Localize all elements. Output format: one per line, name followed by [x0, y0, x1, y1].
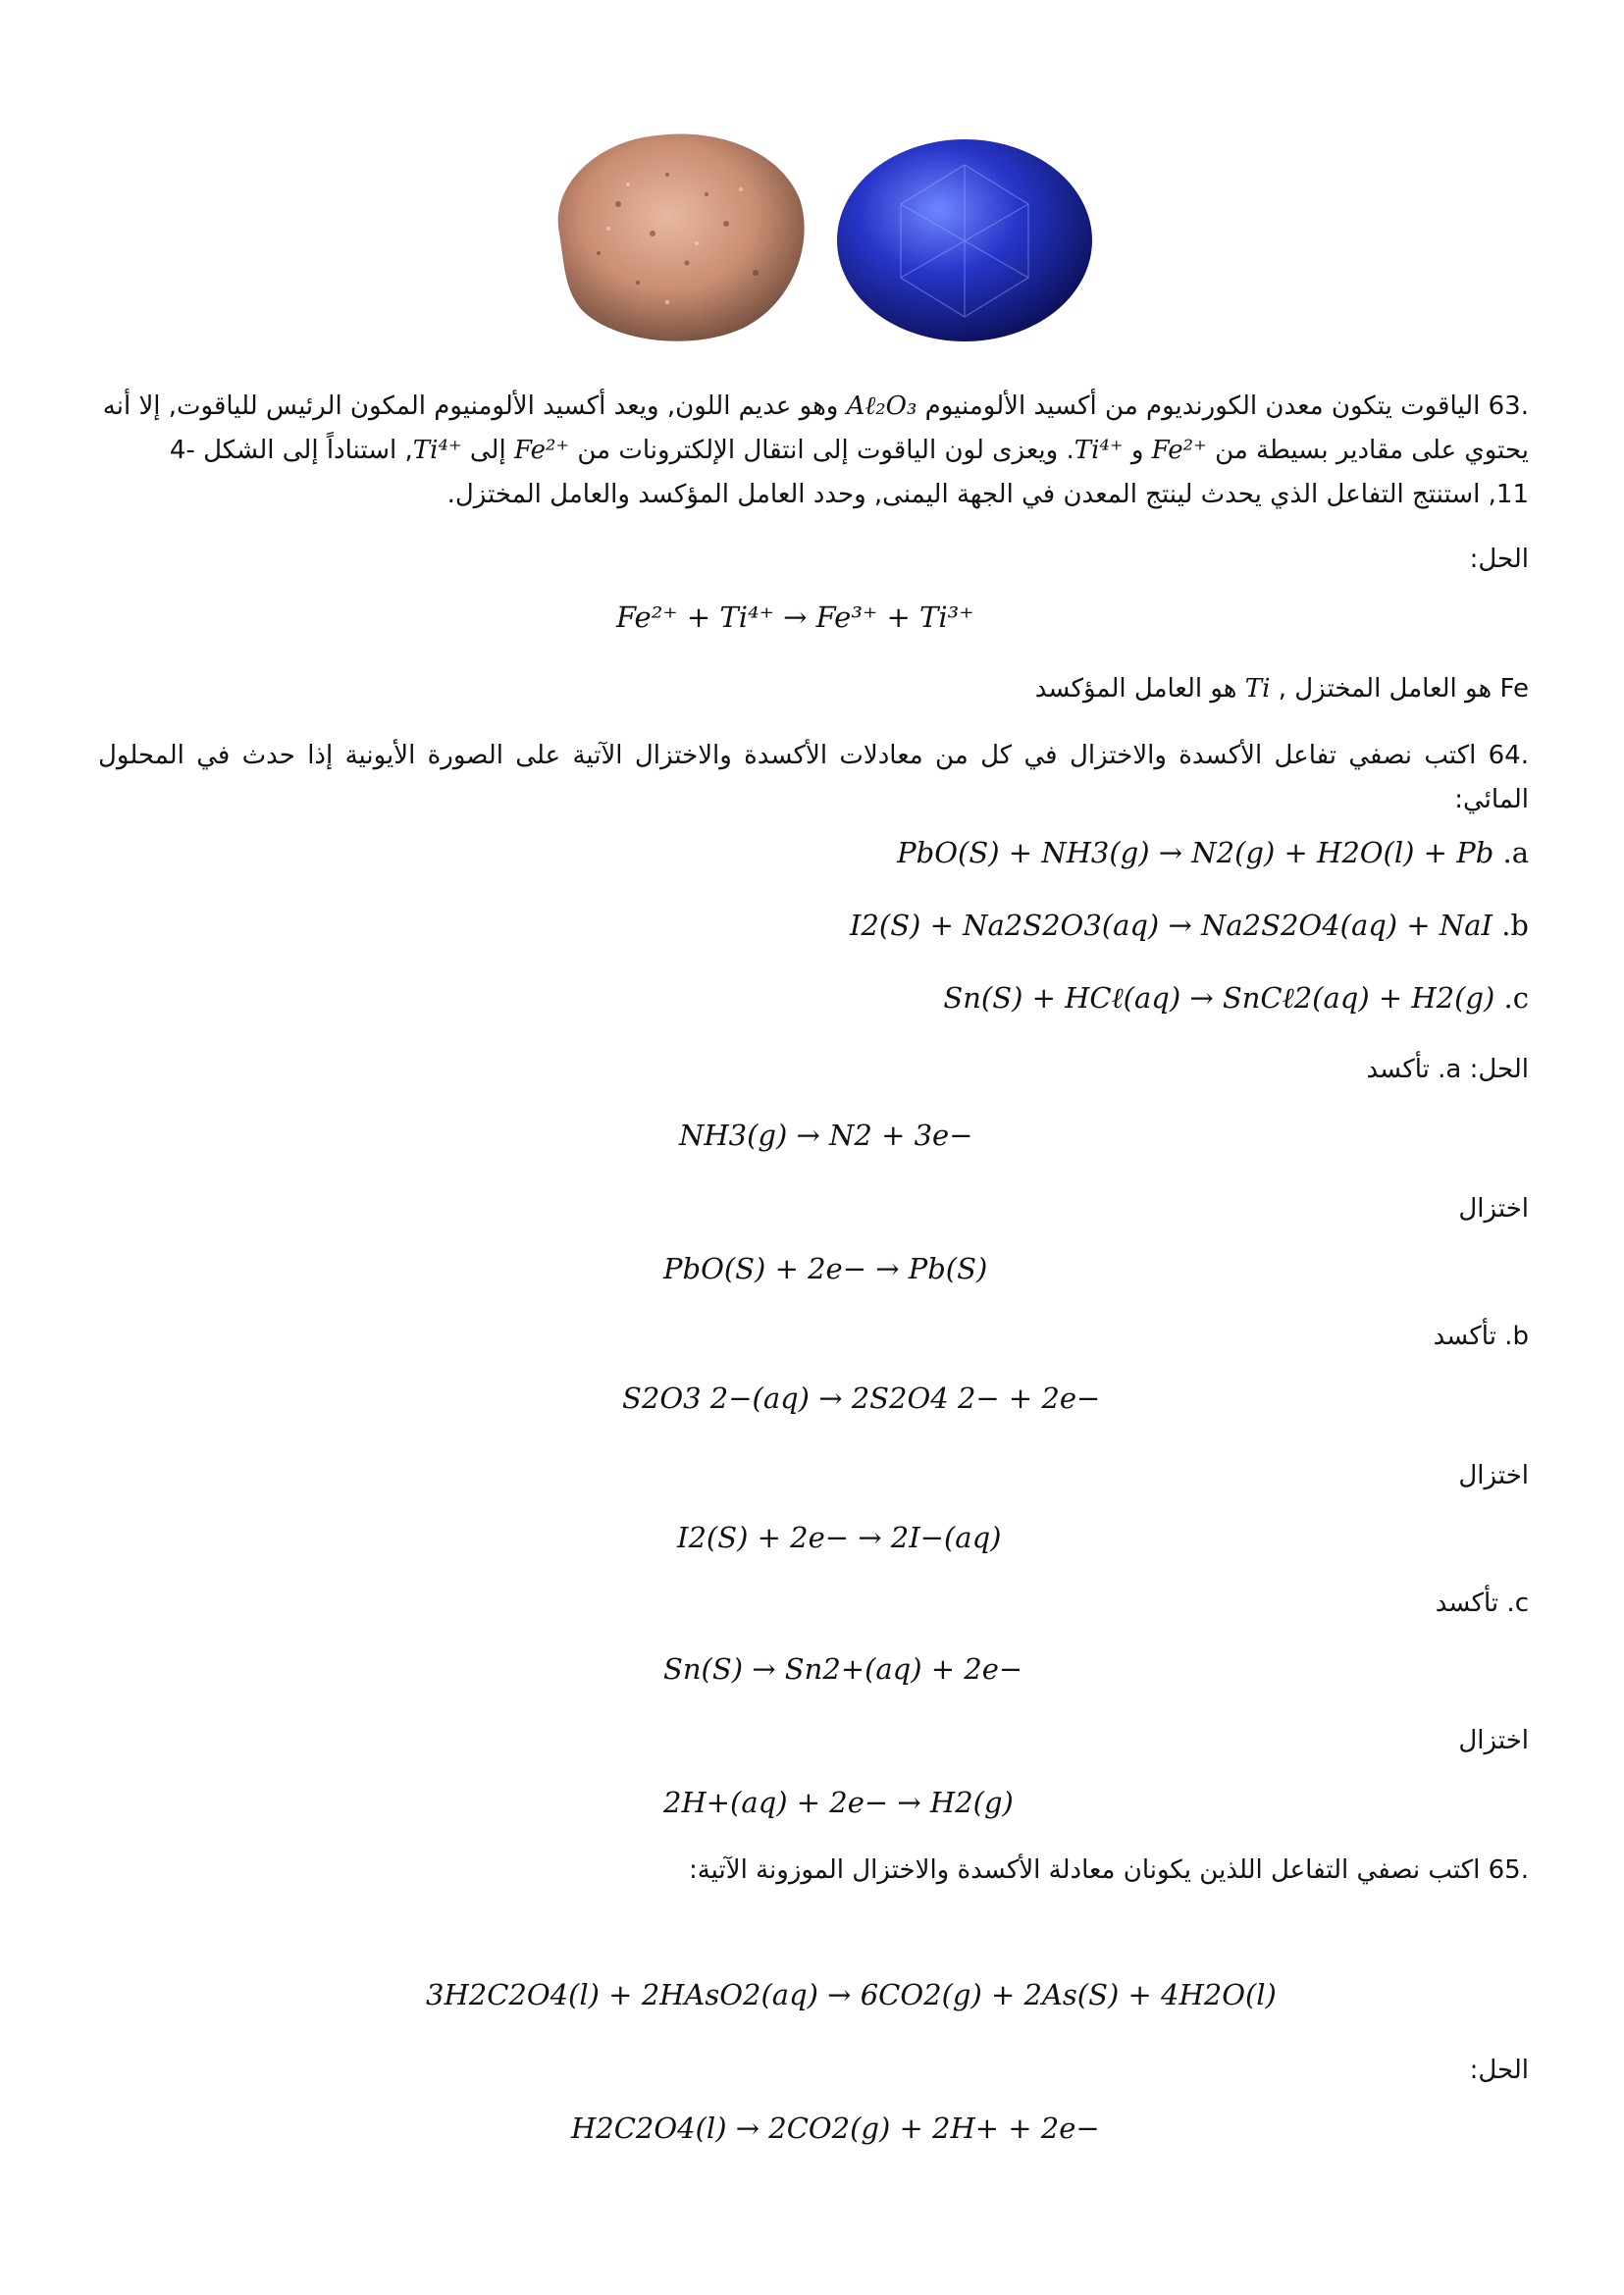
- q65-half-reaction: H2C2O4(l) → 2CO2(g) + 2H+ + 2e−: [571, 2112, 1100, 2145]
- q65-equation: 3H2C2O4(l) + 2HAsO2(aq) → 6CO2(g) + 2As(S) + 4H2O(l): [426, 1978, 1277, 2011]
- q63-answer: Fe هو العامل المختزل , Ti هو العامل المؤكسد: [1034, 674, 1529, 704]
- q63-text: [98, 385, 1529, 517]
- q64-solution-a-label: الحل: a. تأكسد: [1366, 1055, 1529, 1084]
- sapphire-gem-image: [832, 135, 1097, 346]
- q63-equation: Fe²⁺ + Ti⁴⁺ → Fe³⁺ + Ti³⁺: [616, 600, 974, 634]
- q64-c-oxidation: Sn(S) → Sn2+(aq) + 2e−: [663, 1652, 1023, 1686]
- q64-eq-a: PbO(S) + NH3(g) → N2(g) + H2O(l) + Pb .a: [897, 836, 1529, 869]
- granite-rock-image: [530, 116, 814, 351]
- q64-b-oxidation-label: b. تأكسد: [1433, 1322, 1529, 1351]
- q64-b-oxidation: S2O3 2−(aq) → 2S2O4 2− + 2e−: [622, 1382, 1101, 1415]
- q64-eq-b: I2(S) + Na2S2O3(aq) → Na2S2O4(aq) + NaI .b: [849, 909, 1529, 942]
- q64-prompt: .64 اكتب نصفي تفاعل الأكسدة والاختزال في كل من معادلات الأكسدة والاختزال الآتية على الصورة الأيونية إذا حدث في المحلول المائي:: [98, 741, 1529, 814]
- q64-a-reduction-label: اختزال: [1458, 1194, 1529, 1224]
- q64-a-oxidation: NH3(g) → N2 + 3e−: [679, 1119, 973, 1152]
- q64-a-reduction: PbO(S) + 2e− → Pb(S): [663, 1252, 988, 1285]
- al2o3-formula: Aℓ₂O₃: [846, 391, 917, 421]
- q63-solution-label: الحل:: [1469, 545, 1529, 574]
- figure-11-4: [0, 116, 1624, 361]
- q65-prompt: .65 اكتب نصفي التفاعل اللذين يكونان معادلة الأكسدة والاختزال الموزونة الآتية:: [688, 1855, 1529, 1885]
- q64-c-oxidation-label: c. تأكسد: [1435, 1589, 1529, 1618]
- q63-line2: يحتوي على مقادير بسيطة من Fe²⁺ و Ti⁴⁺. ويعزى لون الياقوت إلى انتقال الإلكترونات من Fe²⁺ إلى Ti⁴⁺, استناداً إلى الشكل -4: [169, 436, 1529, 465]
- q64-b-reduction: I2(S) + 2e− → 2I−(aq): [677, 1521, 1002, 1554]
- q64-eq-c: Sn(S) + HCℓ(aq) → SnCℓ2(aq) + H2(g) .c: [943, 981, 1529, 1015]
- q65-solution-label: الحل:: [1469, 2056, 1529, 2085]
- q63-line3: 11, استنتج التفاعل الذي يحدث لينتج المعدن في الجهة اليمنى, وحدد العامل المؤكسد والعامل المختزل.: [446, 480, 1529, 509]
- q64-c-reduction-label: اختزال: [1458, 1726, 1529, 1755]
- q64-b-reduction-label: اختزال: [1458, 1461, 1529, 1490]
- q64-c-reduction: 2H+(aq) + 2e− → H2(g): [663, 1786, 1014, 1819]
- q63-line1: .63 الياقوت يتكون معدن الكورنديوم من أكسيد الألومنيوم Aℓ₂O₃ وهو عديم اللون, ويعد أكسيد الألومنيوم المكون الرئيس للياقوت, إلا أنه: [102, 391, 1529, 421]
